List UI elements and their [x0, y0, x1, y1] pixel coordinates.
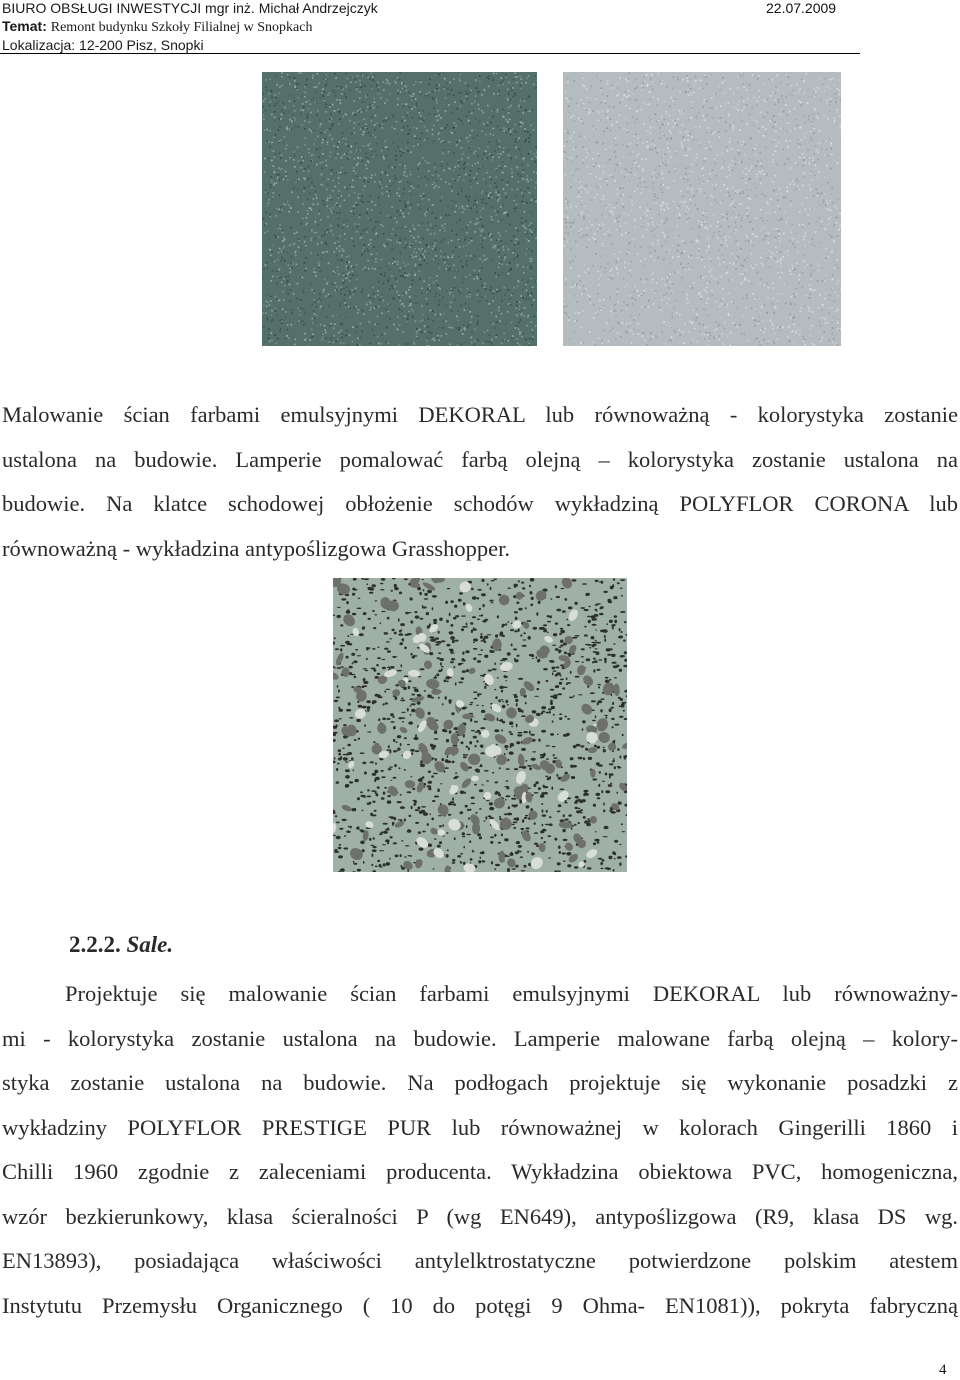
paragraph-line: budowie. Na klatce schodowej obłożenie schodów wykładziną POLYFLOR CORONA lub: [2, 491, 958, 516]
section-number: 2.2.2.: [69, 932, 121, 957]
paragraph-line: styka zostanie ustalona na budowie. Na podłogach projektuje się wykonanie posadzki z: [2, 1070, 958, 1095]
page-number: 4: [939, 1362, 947, 1378]
paragraph-line: Malowanie ścian farbami emulsyjnymi DEKORAL lub równoważną - kolorystyka zostanie: [2, 402, 958, 427]
section-heading: [69, 932, 173, 958]
paragraph-line: wykładziny POLYFLOR PRESTIGE PUR lub równoważnej w kolorach Gingerilli 1860 i: [2, 1114, 958, 1140]
header-location: Lokalizacja: 12-200 Pisz, Snopki: [2, 37, 204, 53]
header-topic-value: Remont budynku Szkoły Filialnej w Snopkach: [50, 20, 313, 35]
header-rule: [0, 53, 860, 54]
header-date: 22.07.2009: [766, 0, 837, 16]
paragraph-2: [2, 972, 958, 1328]
paragraph-line: EN13893), posiadająca właściwości antylelktrostatyczne potwierdzone polskim atestem: [2, 1248, 958, 1273]
paragraph-line: ustalona na budowie. Lamperie pomalować farbą olejną – kolorystyka zostanie ustalona na: [2, 446, 958, 472]
paragraph-line: Projektuje się malowanie ścian farbami emulsyjnymi DEKORAL lub równoważny-: [65, 981, 958, 1006]
header-topic-label: Temat:: [2, 18, 47, 34]
grey-floor-swatch-image: [563, 72, 841, 346]
paragraph-1: [2, 393, 958, 571]
header-topic: [2, 18, 312, 36]
paragraph-line: Instytutu Przemysłu Organicznego ( 10 do potęgi 9 Ohma- EN1081)), pokryta fabryczną: [2, 1292, 958, 1318]
header-office: BIURO OBSŁUGI INWESTYCJI mgr inż. Michał Andrzejczyk: [2, 0, 378, 16]
green-floor-swatch-image: [262, 72, 537, 346]
paragraph-line: Chilli 1960 zgodnie z zaleceniami producenta. Wykładzina obiektowa PVC, homogeniczna,: [2, 1159, 958, 1184]
section-title: Sale.: [126, 932, 174, 957]
paragraph-line: mi - kolorystyka zostanie ustalona na budowie. Lamperie malowane farbą olejną – kolory-: [2, 1025, 958, 1051]
paragraph-line: wzór bezkierunkowy, klasa ścieralności P (wg EN649), antypoślizgowa (R9, klasa DS wg.: [2, 1203, 958, 1229]
terrazzo-swatch-image: [333, 578, 627, 872]
paragraph-line: równoważną - wykładzina antypoślizgowa Grasshopper.: [2, 535, 510, 561]
